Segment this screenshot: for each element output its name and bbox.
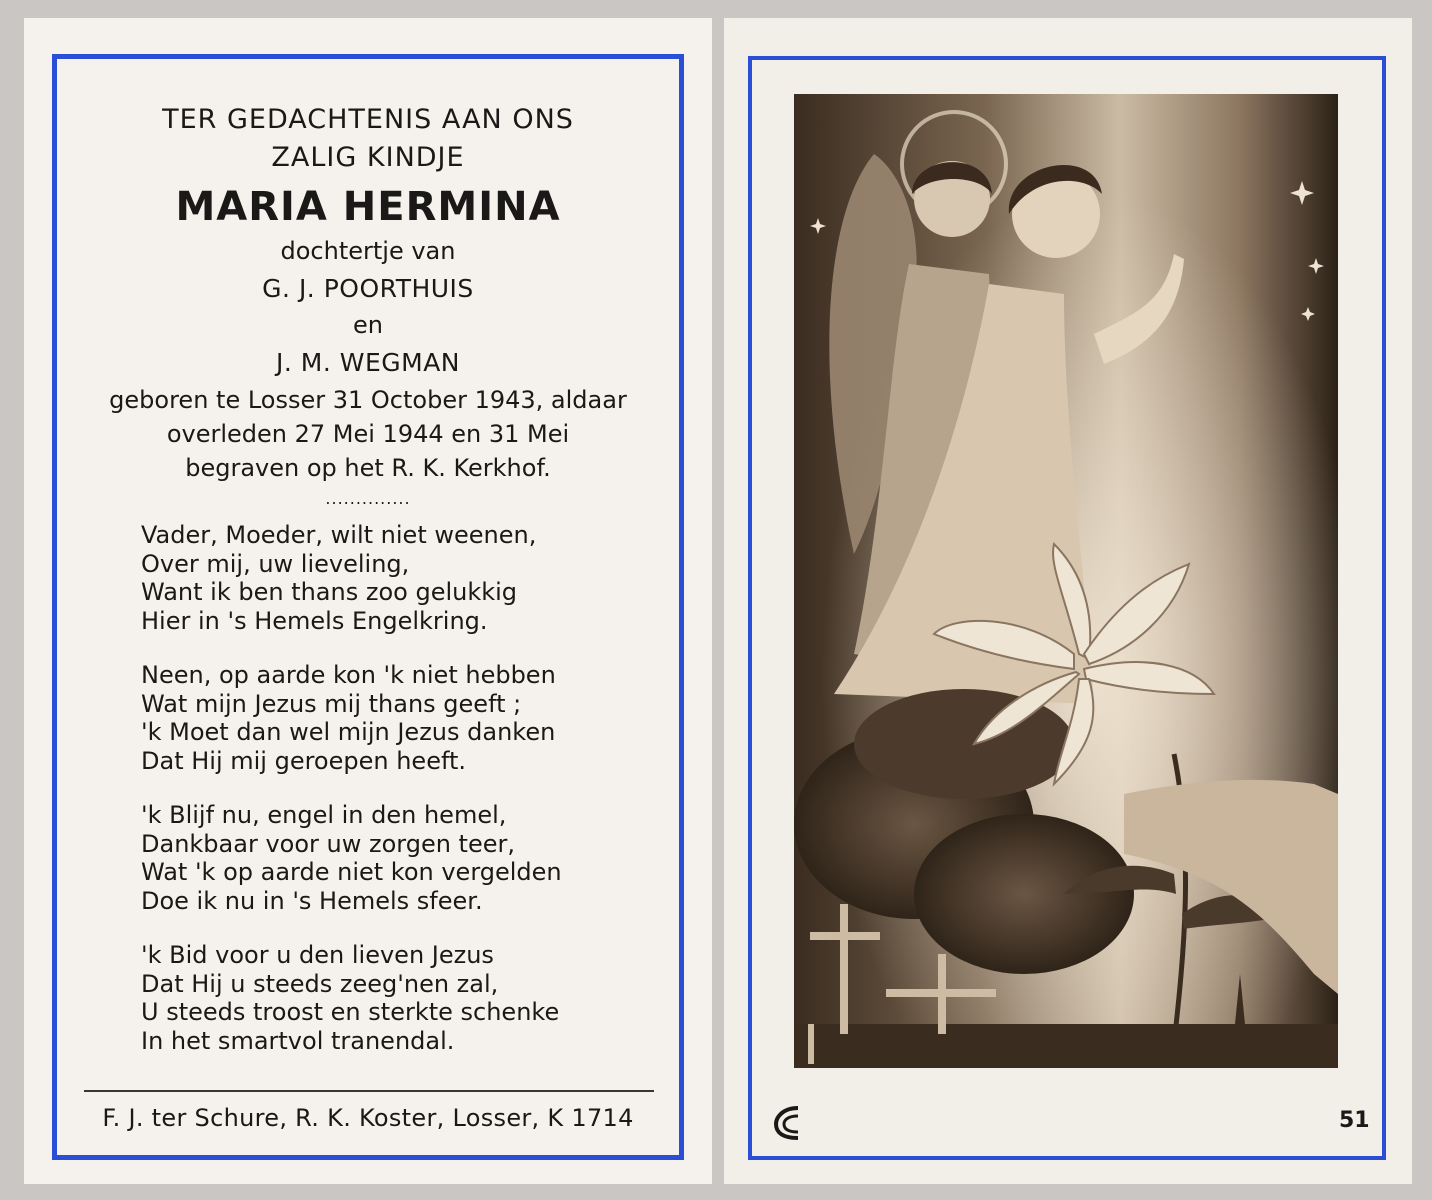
poem-line: 'k Bid voor u den lieven Jezus [141,941,494,969]
deceased-name: MARIA HERMINA [175,184,561,230]
footer-rule [84,1090,654,1092]
poem-stanza [141,521,679,635]
poem-stanza [141,661,679,775]
heading-line-2: ZALIG KINDJE [271,142,465,173]
poem-line: In het smartvol tranendal. [141,1026,455,1055]
card-text-block [57,59,679,1081]
poem-line: U steeds troost en sterkte schenke [141,998,560,1026]
poem-line: Dat Hij u steeds zeeg'nen zal, [141,969,499,998]
heading-line-1: TER GEDACHTENIS AAN ONS [162,104,574,135]
poem-line: Wat 'k op aarde niet kon vergelden [141,858,562,886]
memorial-card-picture [724,18,1412,1184]
bio-line-1: geboren te Losser 31 October 1943, aldaar [109,386,627,414]
poem-line: Hier in 's Hemels Engelkring. [141,606,488,635]
poem-line: Vader, Moeder, wilt niet weenen, [141,521,537,549]
picture-number: 51 [1339,1108,1370,1133]
poem-stanza [141,941,679,1055]
poem-line: Doe ik nu in 's Hemels sfeer. [141,886,483,915]
devotional-illustration [794,94,1338,1068]
poem-line: Neen, op aarde kon 'k niet hebben [141,661,556,689]
poem-line: Dat Hij mij geroepen heeft. [141,746,467,775]
poem-line: 'k Moet dan wel mijn Jezus danken [141,718,556,746]
dotted-separator: .............. [325,489,411,508]
publisher-logo-icon [772,1104,802,1142]
poem-stanza [141,801,679,915]
and-label: en [353,311,383,339]
bio-line-2: overleden 27 Mei 1944 en 31 Mei [166,420,570,448]
poem-line: Want ik ben thans zoo gelukkig [141,578,518,606]
poem-line: 'k Blijf nu, engel in den hemel, [141,801,507,829]
bio-line-3: begraven op het R. K. Kerkhof. [185,454,551,482]
daughter-of-label: dochtertje van [280,237,456,265]
poem-line: Wat mijn Jezus mij thans geeft ; [141,689,522,718]
angel-child-lily-illustration [794,94,1338,1068]
printer-credit: F. J. ter Schure, R. K. Koster, Losser, K 1714 [102,1104,634,1132]
poem [57,521,679,1055]
mother-name: J. M. WEGMAN [276,348,460,377]
poem-line: Over mij, uw lieveling, [141,549,410,578]
poem-line: Dankbaar voor uw zorgen teer, [141,829,515,858]
memorial-card-text [24,18,712,1184]
father-name: G. J. POORTHUIS [262,274,474,303]
